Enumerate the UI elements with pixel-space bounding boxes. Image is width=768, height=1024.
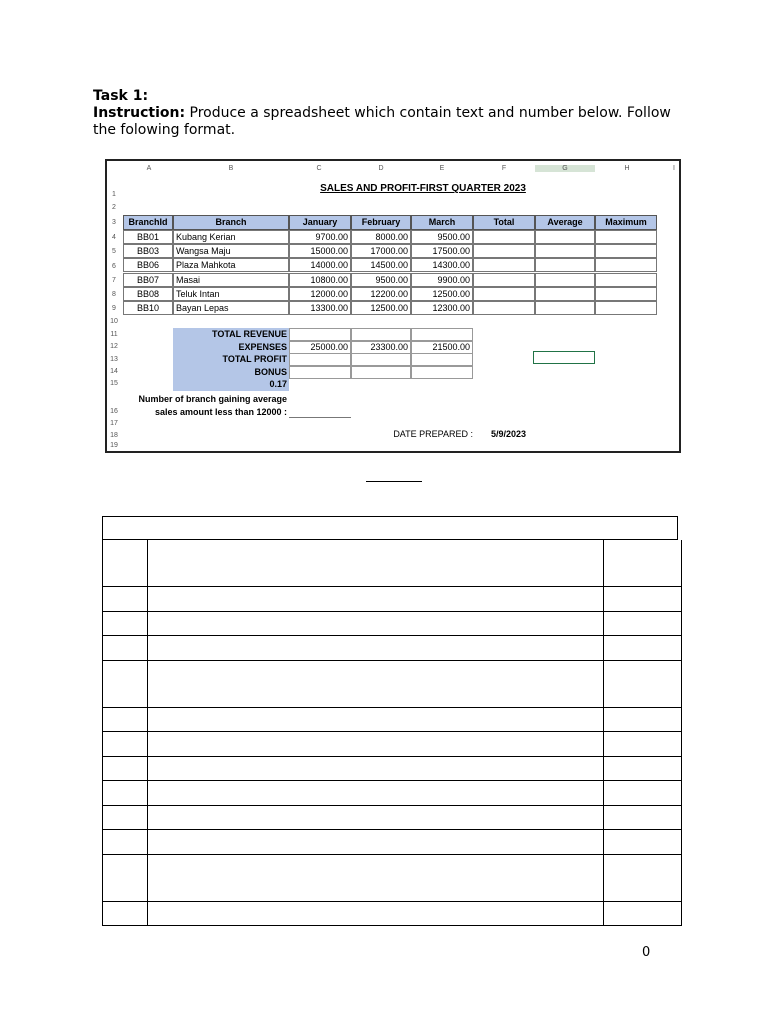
branch-name: Bayan Lepas [173,301,289,315]
header-january: January [289,215,351,230]
maximum-value [595,301,657,315]
maximum-value [595,244,657,258]
total-revenue-feb [351,328,411,341]
branch-name: Masai [173,273,289,287]
row-header: 9 [112,305,116,312]
label-bonus: BONUS [173,366,289,379]
january-value: 10800.00 [289,273,351,287]
january-value: 13300.00 [289,301,351,315]
january-value: 14000.00 [289,258,351,272]
label-total-revenue: TOTAL REVENUE [173,328,289,341]
header-branch: Branch [173,215,289,230]
branch-name: Teluk Intan [173,287,289,301]
page-number: 0 [642,945,651,960]
col-header-a: A [146,165,152,172]
branch-id: BB01 [123,230,173,244]
blank-line [366,481,422,482]
branch-id: BB07 [123,273,173,287]
label-expenses: EXPENSES [173,341,289,354]
total-revenue-jan [289,328,351,341]
task-title: Task 1: [93,88,149,104]
table-row [102,781,682,806]
total-value [473,273,535,287]
instruction-text: Produce a spreadsheet which contain text and number below. Follow the folowing format. [93,105,671,138]
row-header: 16 [110,408,118,415]
table-row [102,806,682,831]
total-profit-feb [351,353,411,366]
february-value: 8000.00 [351,230,411,244]
col-header-b: B [228,165,234,172]
table-title-row [102,516,678,540]
row-header: 18 [110,432,118,439]
row-header: 5 [112,248,116,255]
instruction [93,105,693,139]
total-value [473,258,535,272]
branch-name: Plaza Mahkota [173,258,289,272]
table-row [102,855,682,902]
branch-id: BB08 [123,287,173,301]
branch-id: BB06 [123,258,173,272]
maximum-value [595,287,657,301]
col-header-f: F [501,165,507,172]
row-header: 14 [110,368,118,375]
note-line-2: sales amount less than 12000 : [154,407,287,417]
spreadsheet-screenshot [105,159,681,453]
bonus-feb [351,366,411,379]
col-header-h: H [624,165,630,172]
table-row [102,830,682,855]
table-row [102,732,682,757]
row-header: 1 [112,191,116,198]
march-value: 12500.00 [411,287,473,301]
header-total: Total [473,215,535,230]
date-prepared-value: 5/9/2023 [491,429,527,439]
total-profit-jan [289,353,351,366]
row-header: 7 [112,277,116,284]
col-header-d: D [378,165,384,172]
average-value [535,287,595,301]
row-header: 17 [110,420,118,427]
row-header: 10 [110,318,118,325]
expenses-jan: 25000.00 [289,341,351,354]
average-value [535,244,595,258]
march-value: 9900.00 [411,273,473,287]
march-value: 14300.00 [411,258,473,272]
branch-id: BB03 [123,244,173,258]
row-header: 8 [112,291,116,298]
col-header-i: I [673,165,675,172]
total-profit-mar [411,353,473,366]
header-branchid: BranchId [123,215,173,230]
table-row [102,636,682,661]
note-line-1: Number of branch gaining average [138,394,287,404]
answer-cell [289,417,351,418]
row-header: 12 [110,343,118,350]
table-row [102,587,682,612]
branch-name: Wangsa Maju [173,244,289,258]
january-value: 12000.00 [289,287,351,301]
date-prepared-label: DATE PREPARED : [393,429,473,439]
maximum-value [595,273,657,287]
bonus-jan [289,366,351,379]
row-header: 3 [112,219,116,226]
header-maximum: Maximum [595,215,657,230]
table-row [102,612,682,637]
col-header-e: E [439,165,445,172]
maximum-value [595,258,657,272]
average-value [535,273,595,287]
total-value [473,244,535,258]
row-header: 19 [110,442,118,449]
row-header: 11 [110,331,118,338]
header-average: Average [535,215,595,230]
col-header-c: C [316,165,322,172]
march-value: 17500.00 [411,244,473,258]
average-value [535,301,595,315]
expenses-mar: 21500.00 [411,341,473,354]
answer-table [102,516,682,926]
january-value: 9700.00 [289,230,351,244]
instruction-label: Instruction: [93,105,186,121]
february-value: 17000.00 [351,244,411,258]
february-value: 12200.00 [351,287,411,301]
branch-id: BB10 [123,301,173,315]
label-total-profit: TOTAL PROFIT [173,353,289,366]
row-header: 13 [110,356,118,363]
average-value [535,258,595,272]
february-value: 14500.00 [351,258,411,272]
table-row [102,661,682,708]
table-row [102,757,682,782]
sheet-title: SALES AND PROFIT-FIRST QUARTER 2023 [320,183,526,194]
table-row [102,540,682,587]
february-value: 9500.00 [351,273,411,287]
task-heading [93,88,693,139]
january-value: 15000.00 [289,244,351,258]
active-cell-g13[interactable] [533,351,595,364]
row-header: 4 [112,234,116,241]
total-value [473,287,535,301]
total-value [473,230,535,244]
march-value: 9500.00 [411,230,473,244]
expenses-feb: 23300.00 [351,341,411,354]
header-march: March [411,215,473,230]
col-header-g: G [535,165,595,172]
row-header: 15 [110,380,118,387]
february-value: 12500.00 [351,301,411,315]
table-row [102,902,682,927]
total-value [473,301,535,315]
march-value: 12300.00 [411,301,473,315]
row-header: 2 [112,204,116,211]
branch-name: Kubang Kerian [173,230,289,244]
maximum-value [595,230,657,244]
total-revenue-mar [411,328,473,341]
header-february: February [351,215,411,230]
row-header: 6 [112,263,116,270]
table-row [102,708,682,733]
average-value [535,230,595,244]
bonus-mar [411,366,473,379]
label-bonus-rate: 0.17 [173,378,289,391]
